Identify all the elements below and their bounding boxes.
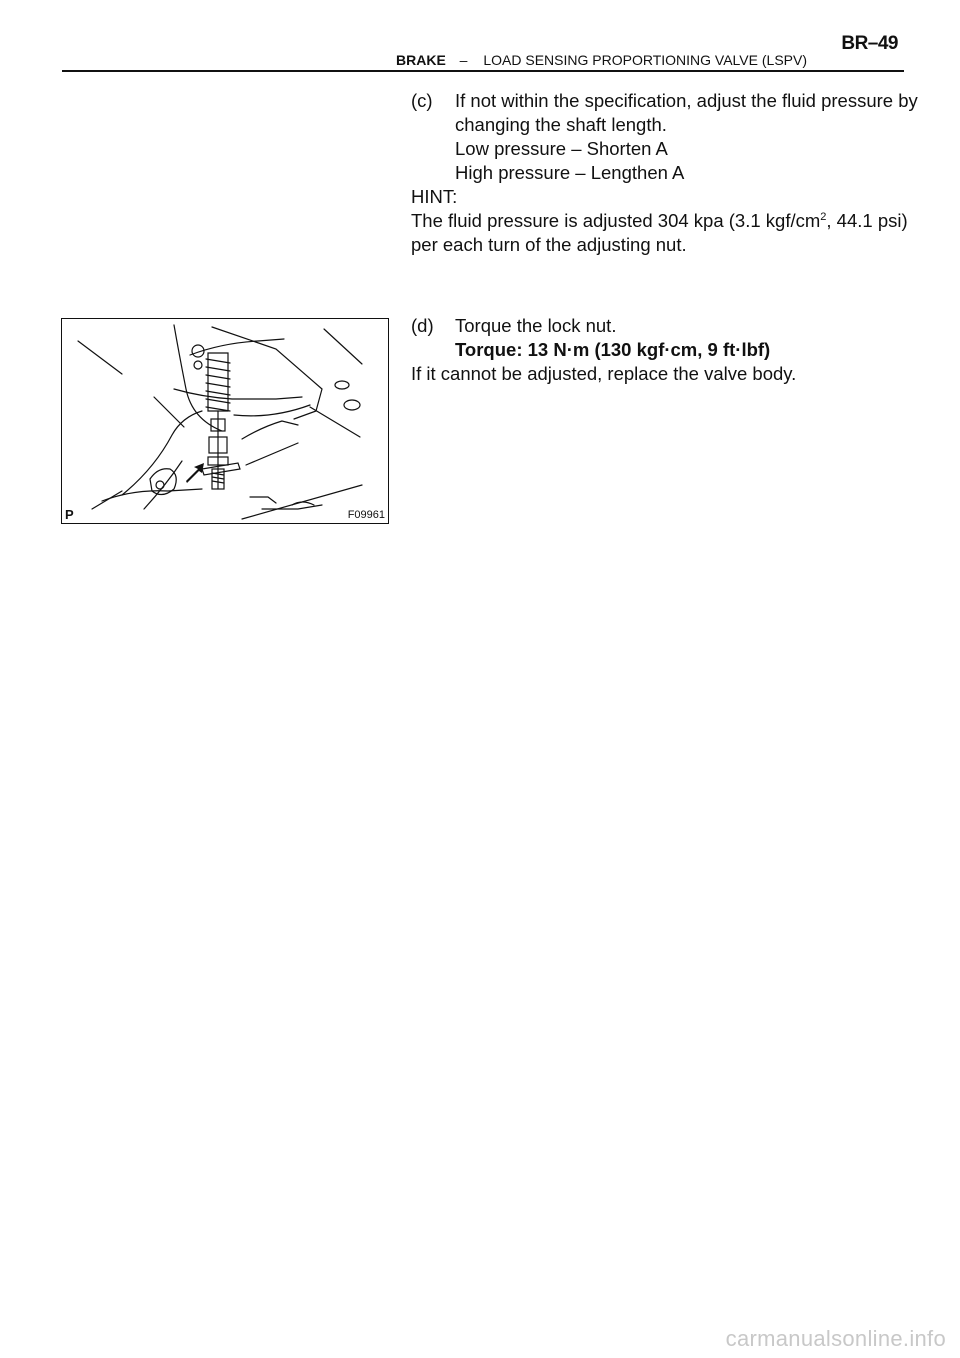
hint-text-2: per each turn of the adjusting nut. [411,234,687,255]
page-header [396,52,807,68]
header-dash: – [459,52,468,68]
section-title: BRAKE [396,52,446,68]
step-d-note: If it cannot be adjusted, replace the valve body. [411,363,797,384]
step-d-label: (d) [411,315,434,336]
figure-corner-label: P [65,507,74,522]
step-c-text-2: changing the shaft length. [455,114,667,135]
step-c-label: (c) [411,90,433,111]
high-pressure-text: High pressure – Lengthen A [455,162,685,183]
low-pressure-text: Low pressure – Shorten A [455,138,668,159]
lspv-illustration [62,319,389,524]
step-c-line-1 [411,89,918,113]
step-c-text-1: If not within the specification, adjust the fluid pressure by [455,90,918,111]
hint-superscript: 2 [820,210,827,223]
torque-spec: Torque: 13 N·m (130 kgf·cm, 9 ft·lbf) [455,339,771,360]
hint-text-1a: The fluid pressure is adjusted 304 kpa (3.1 kgf/cm [411,210,821,231]
page-number: BR–49 [841,33,898,54]
hint-label: HINT: [411,186,458,207]
step-d-line-1 [411,314,911,338]
step-d-text: Torque the lock nut. [455,315,617,336]
hint-line-1 [411,209,911,233]
header-rule [62,70,904,72]
illustration-figure [61,318,389,524]
step-d [411,314,911,386]
hint-text-1b: , 44.1 psi) [826,210,908,231]
watermark: carmanualsonline.info [725,1326,946,1351]
section-subtitle: LOAD SENSING PROPORTIONING VALVE (LSPV) [483,52,807,68]
step-c [411,89,918,257]
figure-code: F09961 [347,509,385,521]
